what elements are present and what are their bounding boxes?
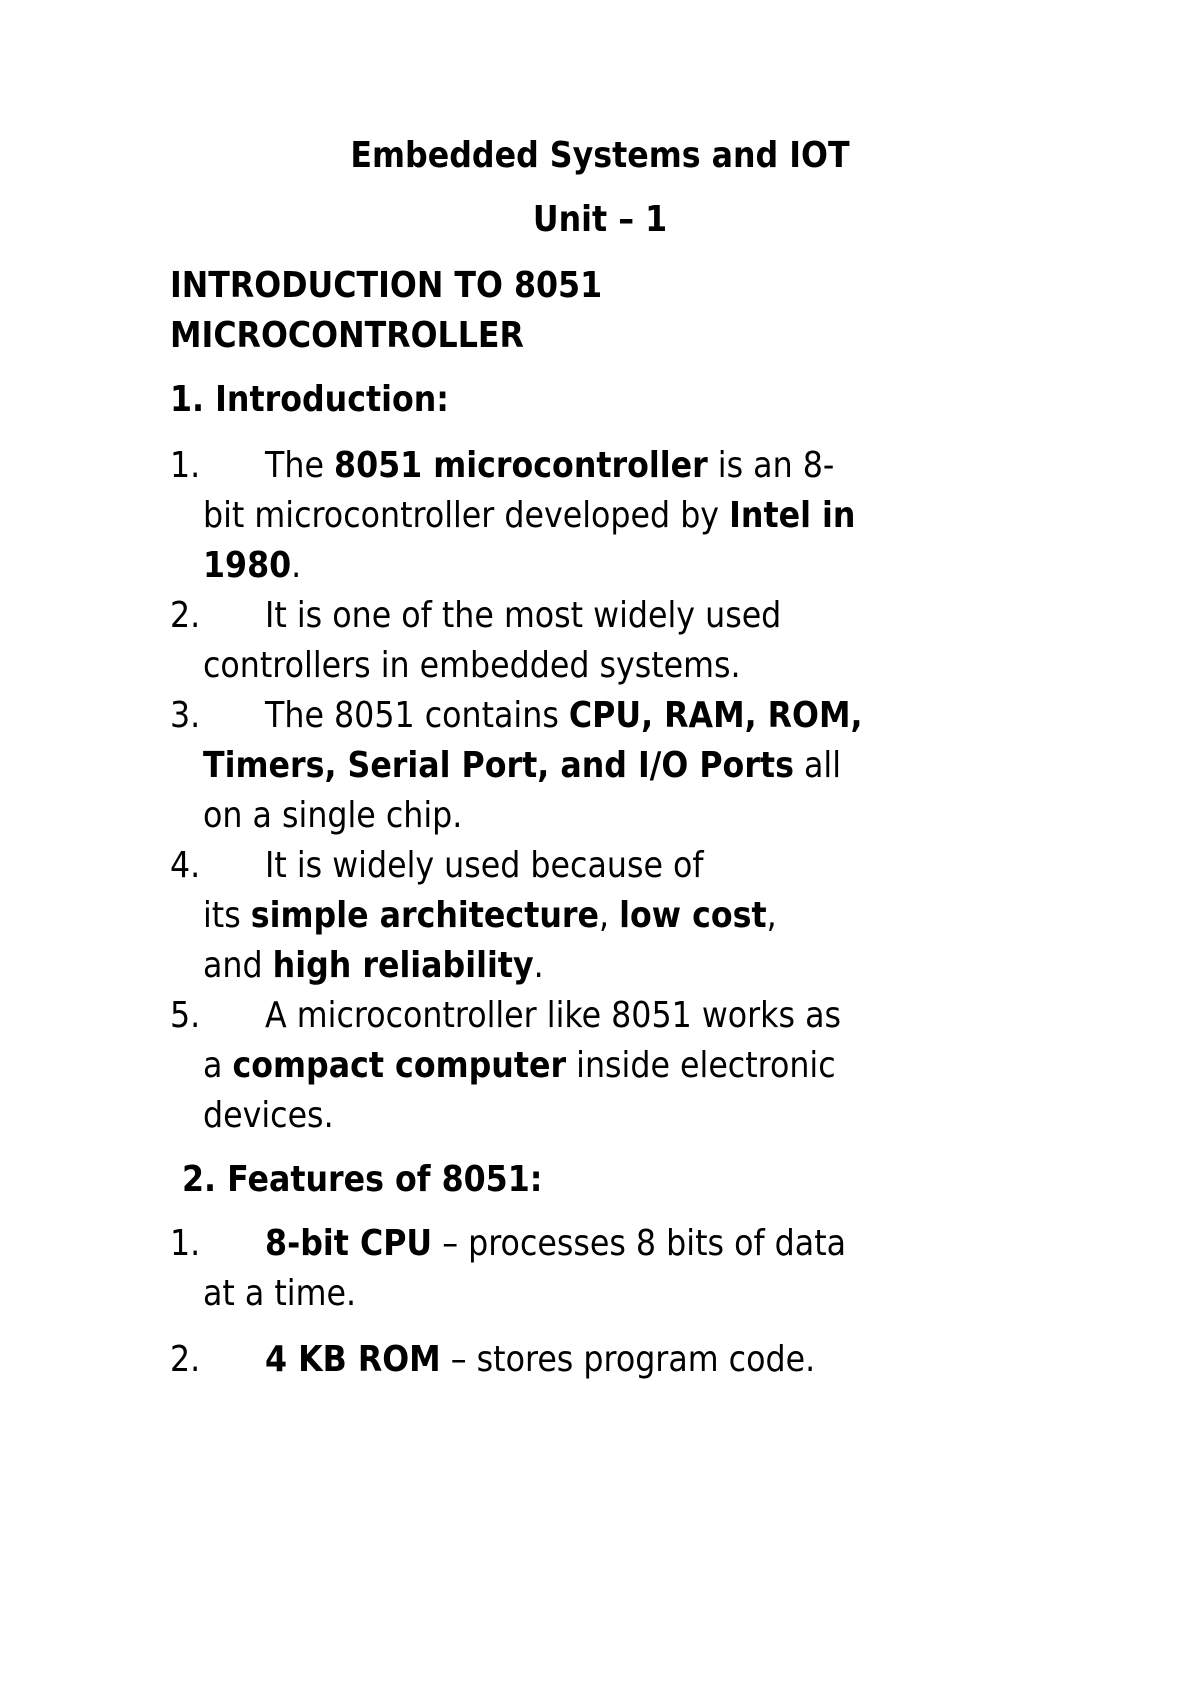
unit-label: Unit – 1	[532, 199, 668, 240]
list-item-continuation: on a single chip.	[203, 795, 463, 836]
list-item: 3. The 8051 contains CPU, RAM, ROM,	[170, 695, 863, 736]
chapter-heading-line2: MICROCONTROLLER	[170, 315, 524, 356]
list-item-continuation: bit microcontroller developed by Intel in	[203, 495, 856, 536]
section-heading-introduction: 1. Introduction:	[170, 379, 449, 420]
list-item-continuation: a compact computer inside electronic	[203, 1045, 836, 1086]
list-item-continuation: controllers in embedded systems.	[203, 645, 741, 686]
list-item: 4. It is widely used because of	[170, 845, 704, 886]
list-item: 1. 8-bit CPU – processes 8 bits of data	[170, 1223, 847, 1264]
list-item: 2. It is one of the most widely used	[170, 595, 782, 636]
list-item: 2. 4 KB ROM – stores program code.	[170, 1339, 816, 1380]
document-title: Embedded Systems and IOT	[350, 135, 850, 176]
list-item-continuation: its simple architecture, low cost,	[203, 895, 777, 936]
list-item-continuation: at a time.	[203, 1273, 357, 1314]
chapter-heading-line1: INTRODUCTION TO 8051	[170, 265, 603, 306]
list-item-continuation: devices.	[203, 1095, 334, 1136]
list-item: 5. A microcontroller like 8051 works as	[170, 995, 842, 1036]
list-item: 1. The 8051 microcontroller is an 8-	[170, 445, 835, 486]
list-item-continuation: Timers, Serial Port, and I/O Ports all	[203, 745, 842, 786]
list-item-continuation: and high reliability.	[203, 945, 544, 986]
section-heading-features: 2. Features of 8051:	[182, 1159, 543, 1200]
list-item-continuation: 1980.	[203, 545, 302, 586]
